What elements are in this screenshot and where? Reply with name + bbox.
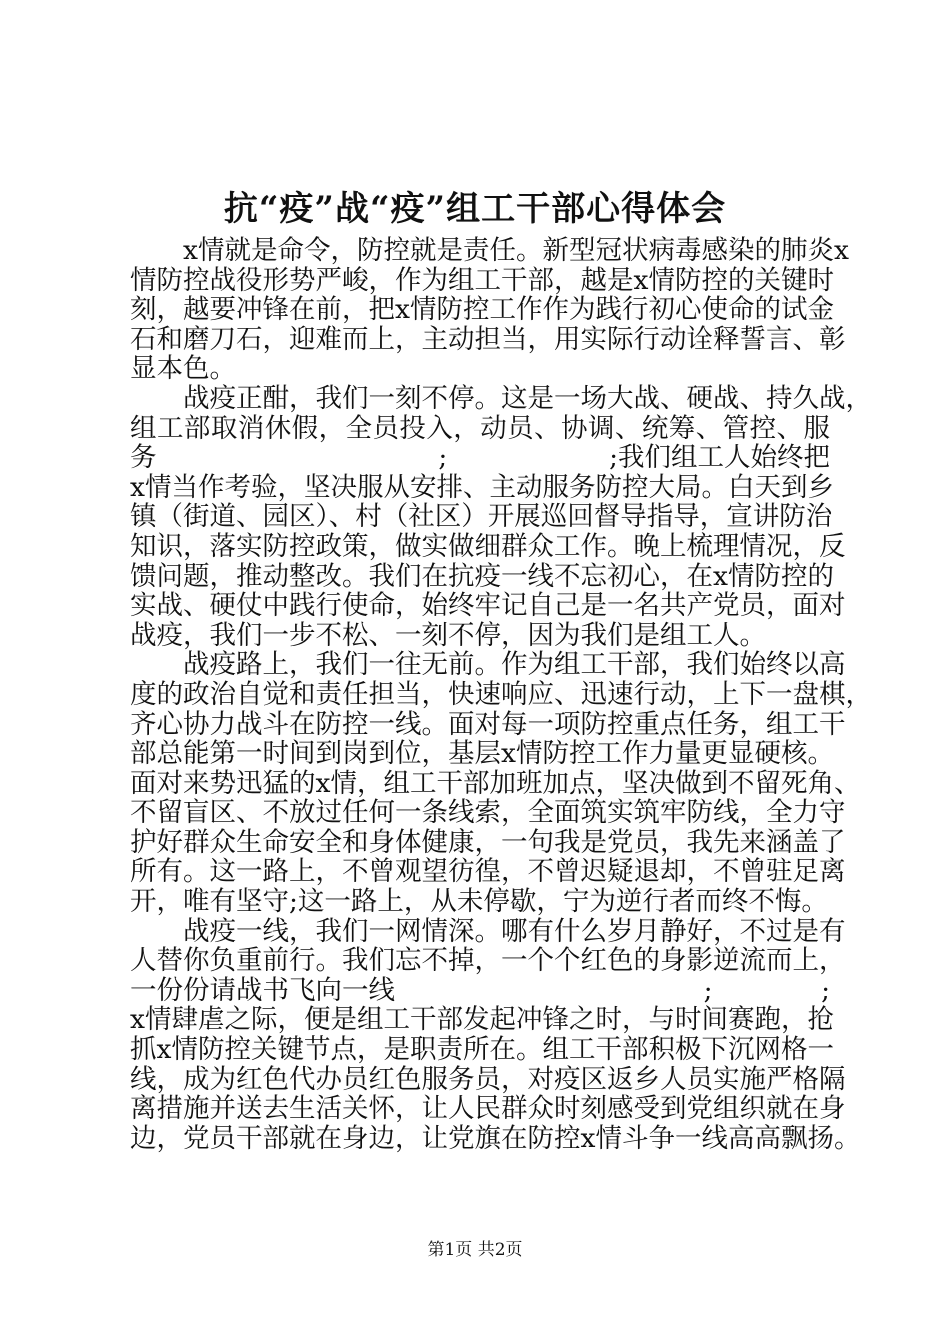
text-fragment: ; [703,974,713,1006]
text-line: 面对来势迅猛的x情，组工干部加班加点，坚决做到不留死角、 [130,767,861,799]
text-line: 馈问题，推动整改。我们在抗疫一线不忘初心，在x情防控的 [130,560,834,592]
text-line: 齐心协力战斗在防控一线。面对每一项防控重点任务，组工干 [130,708,846,740]
text-line: 镇（街道、园区）、村（社区）开展巡回督导指导，宣讲防治 [130,501,833,533]
text-line-spread [130,976,830,1006]
text-line: 边，党员干部就在身边，让党旗在防控x情斗争一线高高飘扬。 [130,1122,861,1154]
text-line: 线，成为红色代办员红色服务员，对疫区返乡人员实施严格隔 [130,1063,846,1095]
text-line: 抓x情防控关键节点，是职责所在。组工干部积极下沉网格一 [130,1034,834,1066]
text-line: 战疫，我们一步不松、一刻不停，因为我们是组工人。 [130,619,766,651]
text-line: 不留盲区、不放过任何一条线索，全面筑实筑牢防线，全力守 [130,797,846,829]
text-line: 情防控战役形势严峻，作为组工干部，越是x情防控的关键时 [130,264,834,296]
text-line: 组工部取消休假，全员投入，动员、协调、统筹、管控、服 [130,412,830,444]
text-line: 实战、硬仗中践行使命，始终牢记自己是一名共产党员，面对 [130,590,846,622]
text-line-spread [130,443,830,473]
document-body [130,235,872,1154]
text-line: 刻，越要冲锋在前，把x情防控工作作为践行初心使命的试金 [130,294,834,326]
document-title: 抗“疫”战“疫”组工干部心得体会 [223,189,727,229]
text-fragment: 一份份请战书飞向一线 [130,974,395,1006]
text-line: 离措施并送去生活关怀，让人民群众时刻感受到党组织就在身 [130,1093,846,1125]
text-line: 人替你负重前行。我们忘不掉，一个个红色的身影逆流而上， [130,945,846,977]
page-footer: 第1页 共2页 [427,1240,523,1260]
text-line: x情当作考验，坚决服从安排、主动服务防控大局。白天到乡 [130,471,834,503]
text-line: 部总能第一时间到岗到位，基层x情防控工作力量更显硬核。 [130,738,834,770]
text-line: 所有。这一路上，不曾观望彷徨，不曾迟疑退却，不曾驻足离 [130,856,846,888]
text-line: x情肆虐之际，便是组工干部发起冲锋之时，与时间赛跑，抢 [130,1004,834,1036]
text-line: 知识，落实防控政策，做实做细群众工作。晚上梳理情况，反 [130,530,846,562]
text-line: 显本色。 [130,353,236,385]
text-line: 战疫路上，我们一往无前。作为组工干部，我们始终以高 [183,649,846,681]
text-fragment: 务 [130,442,157,474]
text-line: 度的政治自觉和责任担当，快速响应、迅速行动，上下一盘棋， [130,678,872,710]
text-line: 开，唯有坚守;这一路上，从未停歇，宁为逆行者而终不悔。 [130,886,828,918]
text-fragment: ;我们组工人始终把 [609,442,830,474]
text-fragment: ; [438,442,448,474]
text-line: 战疫一线，我们一网情深。哪有什么岁月静好，不过是有 [183,915,846,947]
text-line: 石和磨刀石，迎难而上，主动担当，用实际行动诠释誓言、彰 [130,323,846,355]
text-line: 战疫正酣，我们一刻不停。这是一场大战、硬战、持久战， [183,382,872,414]
text-line: 护好群众生命安全和身体健康，一句我是党员，我先来涵盖了 [130,826,846,858]
text-line: x情就是命令，防控就是责任。新型冠状病毒感染的肺炎x [183,235,849,266]
text-fragment: ; [821,974,830,1006]
